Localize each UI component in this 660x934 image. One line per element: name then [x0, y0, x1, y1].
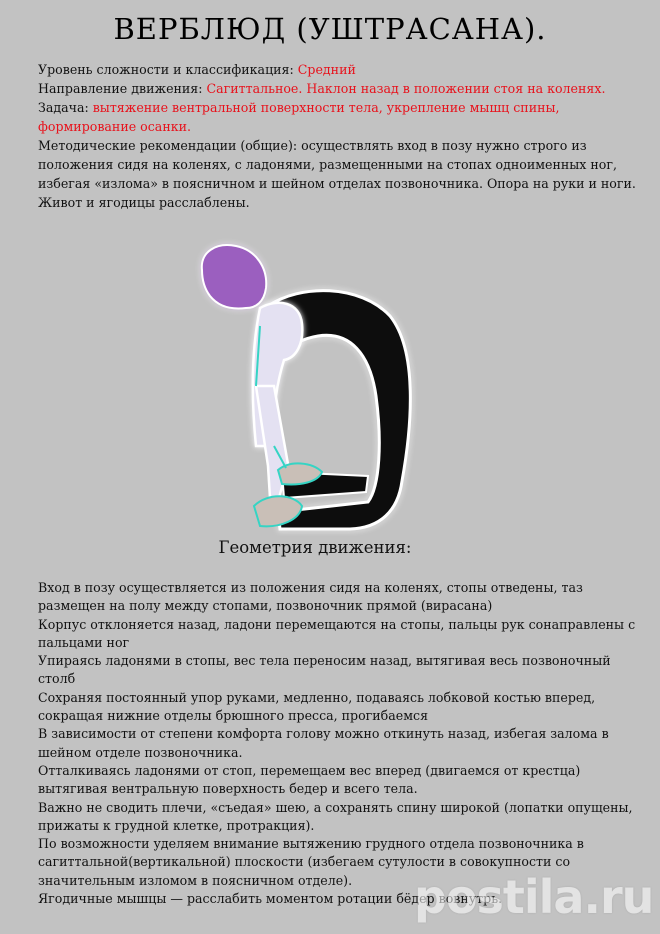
direction-value: Сагиттальное. Наклон назад в положении стоя на коленях. [206, 81, 606, 96]
task-line [38, 98, 638, 136]
head [202, 245, 266, 308]
level-line [38, 60, 638, 79]
step-item: По возможности уделяем внимание вытяжению грудного отдела позвоночника в сагиттальной(вертикальной) плоскости (избегаем сутулости в совокупности со значительным изломом в поясничном отделе). [38, 836, 584, 888]
site-watermark [414, 830, 660, 934]
step-item: Корпус отклоняется назад, ладони перемещаются на стопы, пальцы рук сонаправлены с пальцами ног [38, 616, 636, 650]
section-subtitle: Геометрия движения: [218, 538, 412, 557]
level-label: Уровень сложности и классификация: [38, 62, 294, 77]
step-item: В зависимости от степени комфорта голову можно откинуть назад, избегая залома в шейном отделе позвоночника. [38, 726, 609, 760]
task-value: вытяжение вентральной поверхности тела, укрепление мышц спины, формирование осанки. [38, 100, 560, 134]
direction-line [38, 79, 638, 98]
step-item: Упираясь ладонями в стопы, вес тела переносим назад, вытягивая весь позвоночный столб [38, 653, 611, 687]
method-text: Методические рекомендации (общие): осуществлять вход в позу нужно строго из положения сидя на коленях, с ладонями, размещенными на стопах одноименных ног, избегая «излома» в поясничном и шейном отделах позвоночника. Опора на руки и ноги. Живот и ягодицы расслаблены. [38, 138, 636, 210]
step-item: Ягодичные мышцы — расслабить моментом ротации бёдер вовнутрь. [38, 891, 503, 907]
watermark-text: postila.ru [414, 870, 654, 924]
step-item: Сохраняя постоянный упор руками, медленно, подаваясь лобковой костью вперед, сокращая нижние отделы брюшного пресса, прогибаемся [38, 689, 596, 724]
task-label: Задача: [38, 100, 89, 115]
step-item: Важно не сводить плечи, «съедая» шею, а сохранять спину широкой (лопатки опущены, прижаты к грудной клетке, протракция). [38, 799, 633, 833]
intro-block [38, 60, 638, 212]
camel-pose-illustration [190, 236, 430, 536]
step-item: Отталкиваясь ладонями от стоп, перемещаем вес вперед (двигаемся от крестца) вытягивая вентральную поверхность бедер и всего тела. [38, 762, 581, 797]
level-value: Средний [297, 62, 356, 77]
direction-label: Направление движения: [38, 81, 203, 96]
pose-figure-svg [190, 236, 430, 536]
page-title: ВЕРБЛЮД (УШТРАСАНА). [113, 12, 547, 46]
step-item: Вход в позу осуществляется из положения сидя на коленях, стопы отведены, таз размещен на полу между стопами, позвоночник прямой (вирасана) [38, 580, 583, 614]
